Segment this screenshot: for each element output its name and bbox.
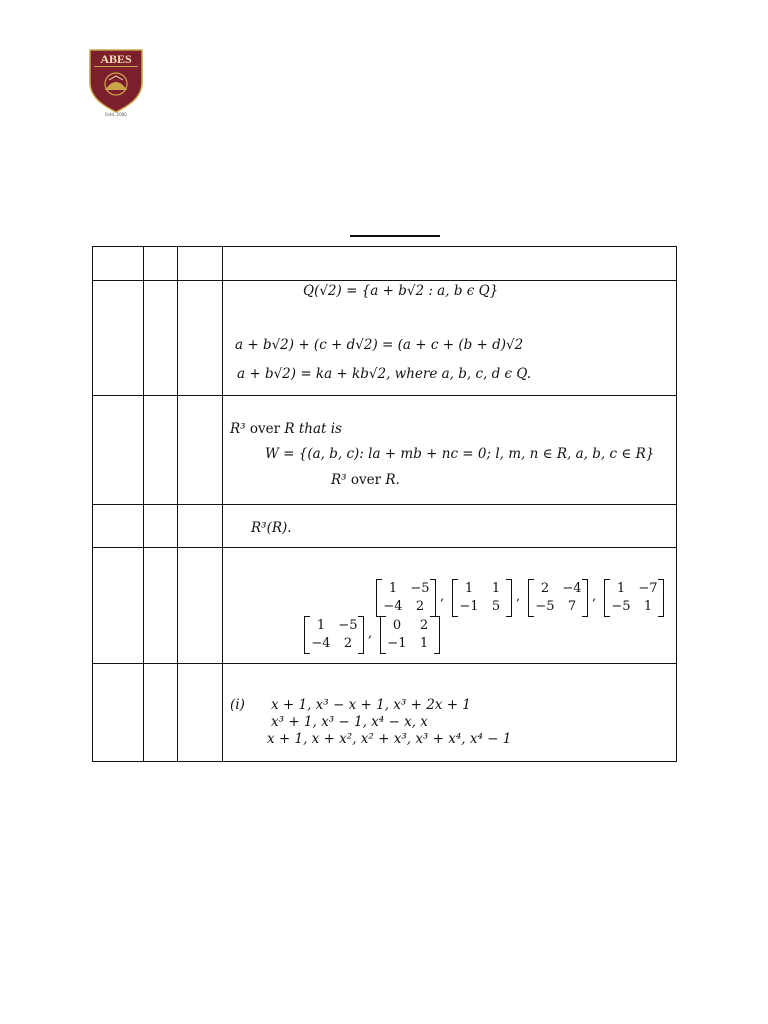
matrix-entry: 2 bbox=[419, 618, 429, 633]
matrix-entry: −1 bbox=[459, 599, 479, 614]
q5-polynomial-set-2: x³ + 1, x³ − 1, x⁴ − x, x bbox=[271, 714, 428, 730]
q1-scalar-rule: a + b√2) = ka + kb√2, where a, b, c, d ϵ Q. bbox=[237, 366, 532, 382]
matrix-entry: −5 bbox=[338, 618, 358, 633]
matrix-separator: , bbox=[516, 589, 521, 604]
matrix-entry: 2 bbox=[540, 581, 550, 596]
row-divider bbox=[93, 663, 676, 664]
matrix bbox=[376, 579, 436, 617]
row-divider bbox=[93, 280, 676, 281]
matrix-separator: , bbox=[592, 589, 597, 604]
abes-shield-icon bbox=[88, 48, 144, 118]
matrix-entry: 5 bbox=[491, 599, 501, 614]
matrix-entry: −4 bbox=[311, 636, 331, 651]
svg-text:ABES: ABES bbox=[100, 52, 132, 66]
matrix-entry: 7 bbox=[567, 599, 577, 614]
matrix-entry: −7 bbox=[638, 581, 658, 596]
svg-text:Estd. 2000: Estd. 2000 bbox=[105, 112, 127, 117]
row-divider bbox=[93, 504, 676, 505]
matrix-entry: 1 bbox=[419, 636, 429, 651]
matrix-entry: −5 bbox=[535, 599, 555, 614]
matrix-separator: , bbox=[440, 589, 445, 604]
matrix bbox=[380, 616, 440, 654]
title-underline bbox=[350, 235, 440, 237]
matrix-entry: 1 bbox=[491, 581, 501, 596]
matrix bbox=[604, 579, 664, 617]
matrix-entry: 0 bbox=[392, 618, 402, 633]
q2-subspace-definition: W = {(a, b, c): la + mb + nc = 0; l, m, n ∈ R, a, b, c ∈ R} bbox=[265, 446, 655, 462]
abes-logo bbox=[88, 48, 144, 118]
matrix-entry: 1 bbox=[643, 599, 653, 614]
q5-label: (i) bbox=[230, 697, 245, 713]
q2-intro: R³ over R that is bbox=[230, 421, 342, 437]
row-divider bbox=[93, 547, 676, 548]
q2-conclusion: R³ over R. bbox=[331, 472, 400, 488]
matrix-entry: 1 bbox=[616, 581, 626, 596]
q3-space: R³(R). bbox=[251, 520, 292, 536]
matrix-entry: −4 bbox=[562, 581, 582, 596]
q5-polynomial-set-1: x + 1, x³ − x + 1, x³ + 2x + 1 bbox=[271, 697, 471, 713]
matrix-entry: −5 bbox=[410, 581, 430, 596]
q1-addition-rule: a + b√2) + (c + d√2) = (a + c + (b + d)√2 bbox=[235, 337, 524, 353]
matrix-entry: −1 bbox=[387, 636, 407, 651]
matrix-entry: 1 bbox=[388, 581, 398, 596]
row-divider bbox=[93, 395, 676, 396]
matrix-entry: −4 bbox=[383, 599, 403, 614]
matrix-separator: , bbox=[368, 626, 373, 641]
matrix bbox=[304, 616, 364, 654]
matrix-entry: −5 bbox=[611, 599, 631, 614]
question-table bbox=[92, 246, 677, 762]
q5-polynomial-set-3: x + 1, x + x², x² + x³, x³ + x⁴, x⁴ − 1 bbox=[267, 731, 512, 747]
matrix-entry: 2 bbox=[415, 599, 425, 614]
matrix-entry: 2 bbox=[343, 636, 353, 651]
matrix bbox=[452, 579, 512, 617]
matrix-entry: 1 bbox=[316, 618, 326, 633]
q1-field-definition: Q(√2) = {a + b√2 : a, b ϵ Q} bbox=[303, 283, 499, 299]
matrix bbox=[528, 579, 588, 617]
matrix-entry: 1 bbox=[464, 581, 474, 596]
